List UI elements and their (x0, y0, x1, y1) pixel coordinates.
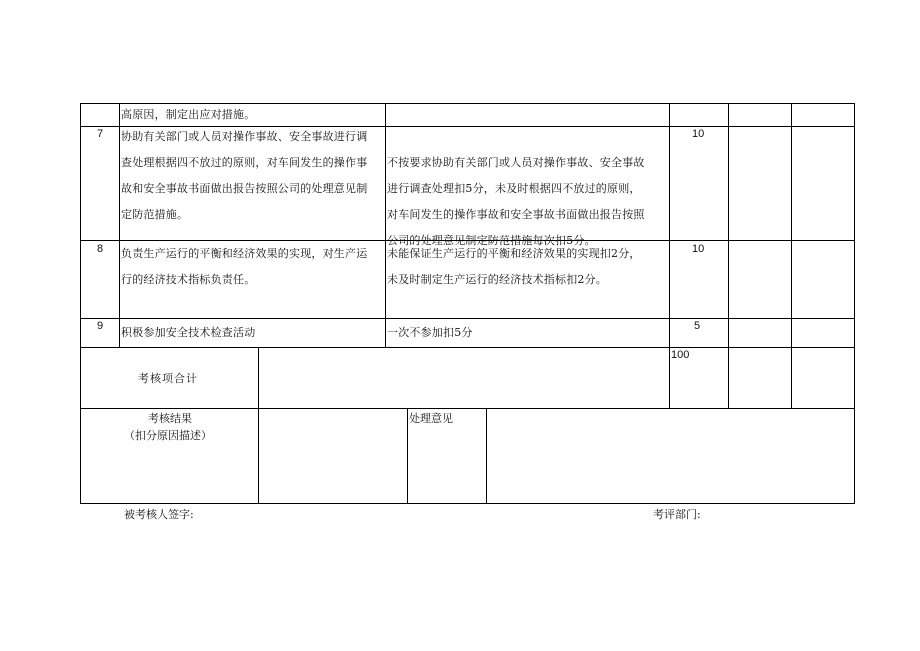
row-number: 7 (97, 128, 104, 140)
score-value: 10 (692, 128, 705, 140)
col-divider (486, 408, 487, 504)
col-divider (407, 408, 408, 504)
col-divider (669, 103, 670, 408)
score-value: 10 (692, 243, 705, 255)
opinion-label: 处理意见 (409, 412, 453, 425)
row-divider (80, 318, 855, 319)
requirement-text: 负责生产运行的平衡和经济效果的实现，对生产运 行的经济技术指标负责任。 (121, 247, 368, 286)
col-divider (728, 103, 729, 408)
col-divider (791, 103, 792, 408)
examinee-signature-label: 被考核人签字: (124, 508, 194, 521)
col-divider (385, 103, 386, 347)
criteria-text: 未能保证生产运行的平衡和经济效果的实现扣2分， 未及时制定生产运行的经济技术指标扣2分。 (387, 247, 641, 286)
requirement-text: 高原因，制定出应对措施。 (121, 108, 256, 121)
table-border-right (854, 103, 855, 504)
score-value: 5 (694, 320, 701, 332)
evaluator-department-label: 考评部门: (653, 508, 701, 521)
row-divider (80, 347, 855, 348)
row-number: 9 (97, 320, 104, 332)
requirement-text: 协助有关部门或人员对操作事故、安全事故进行调 查处理根据四不放过的原则，对车间发生的操作事 故和安全事故书面做出报告按照公司的处理意见制 定防范措施。 (121, 130, 368, 221)
total-score: 100 (671, 349, 690, 361)
row-number: 8 (97, 243, 104, 255)
requirement-text: 积极参加安全技术检查活动 (121, 326, 256, 339)
criteria-text: 不按要求协助有关部门或人员对操作事故、安全事故 进行调查处理扣5分，未及时根据四不放过的原则， 对车间发生的操作事故和安全事故书面做出报告按照 公司的处理意见制定防范措施每次扣5分。 (387, 156, 645, 247)
total-label: 考核项合计 (138, 372, 198, 385)
criteria-text: 一次不参加扣5分 (387, 326, 473, 339)
col-divider (119, 103, 120, 347)
result-label: 考核结果 (148, 412, 192, 425)
table-border-left (80, 103, 81, 504)
col-divider (258, 347, 259, 504)
result-sublabel: （扣分原因描述） (124, 429, 212, 442)
table-border-bottom (80, 503, 855, 504)
row-divider (80, 408, 855, 409)
